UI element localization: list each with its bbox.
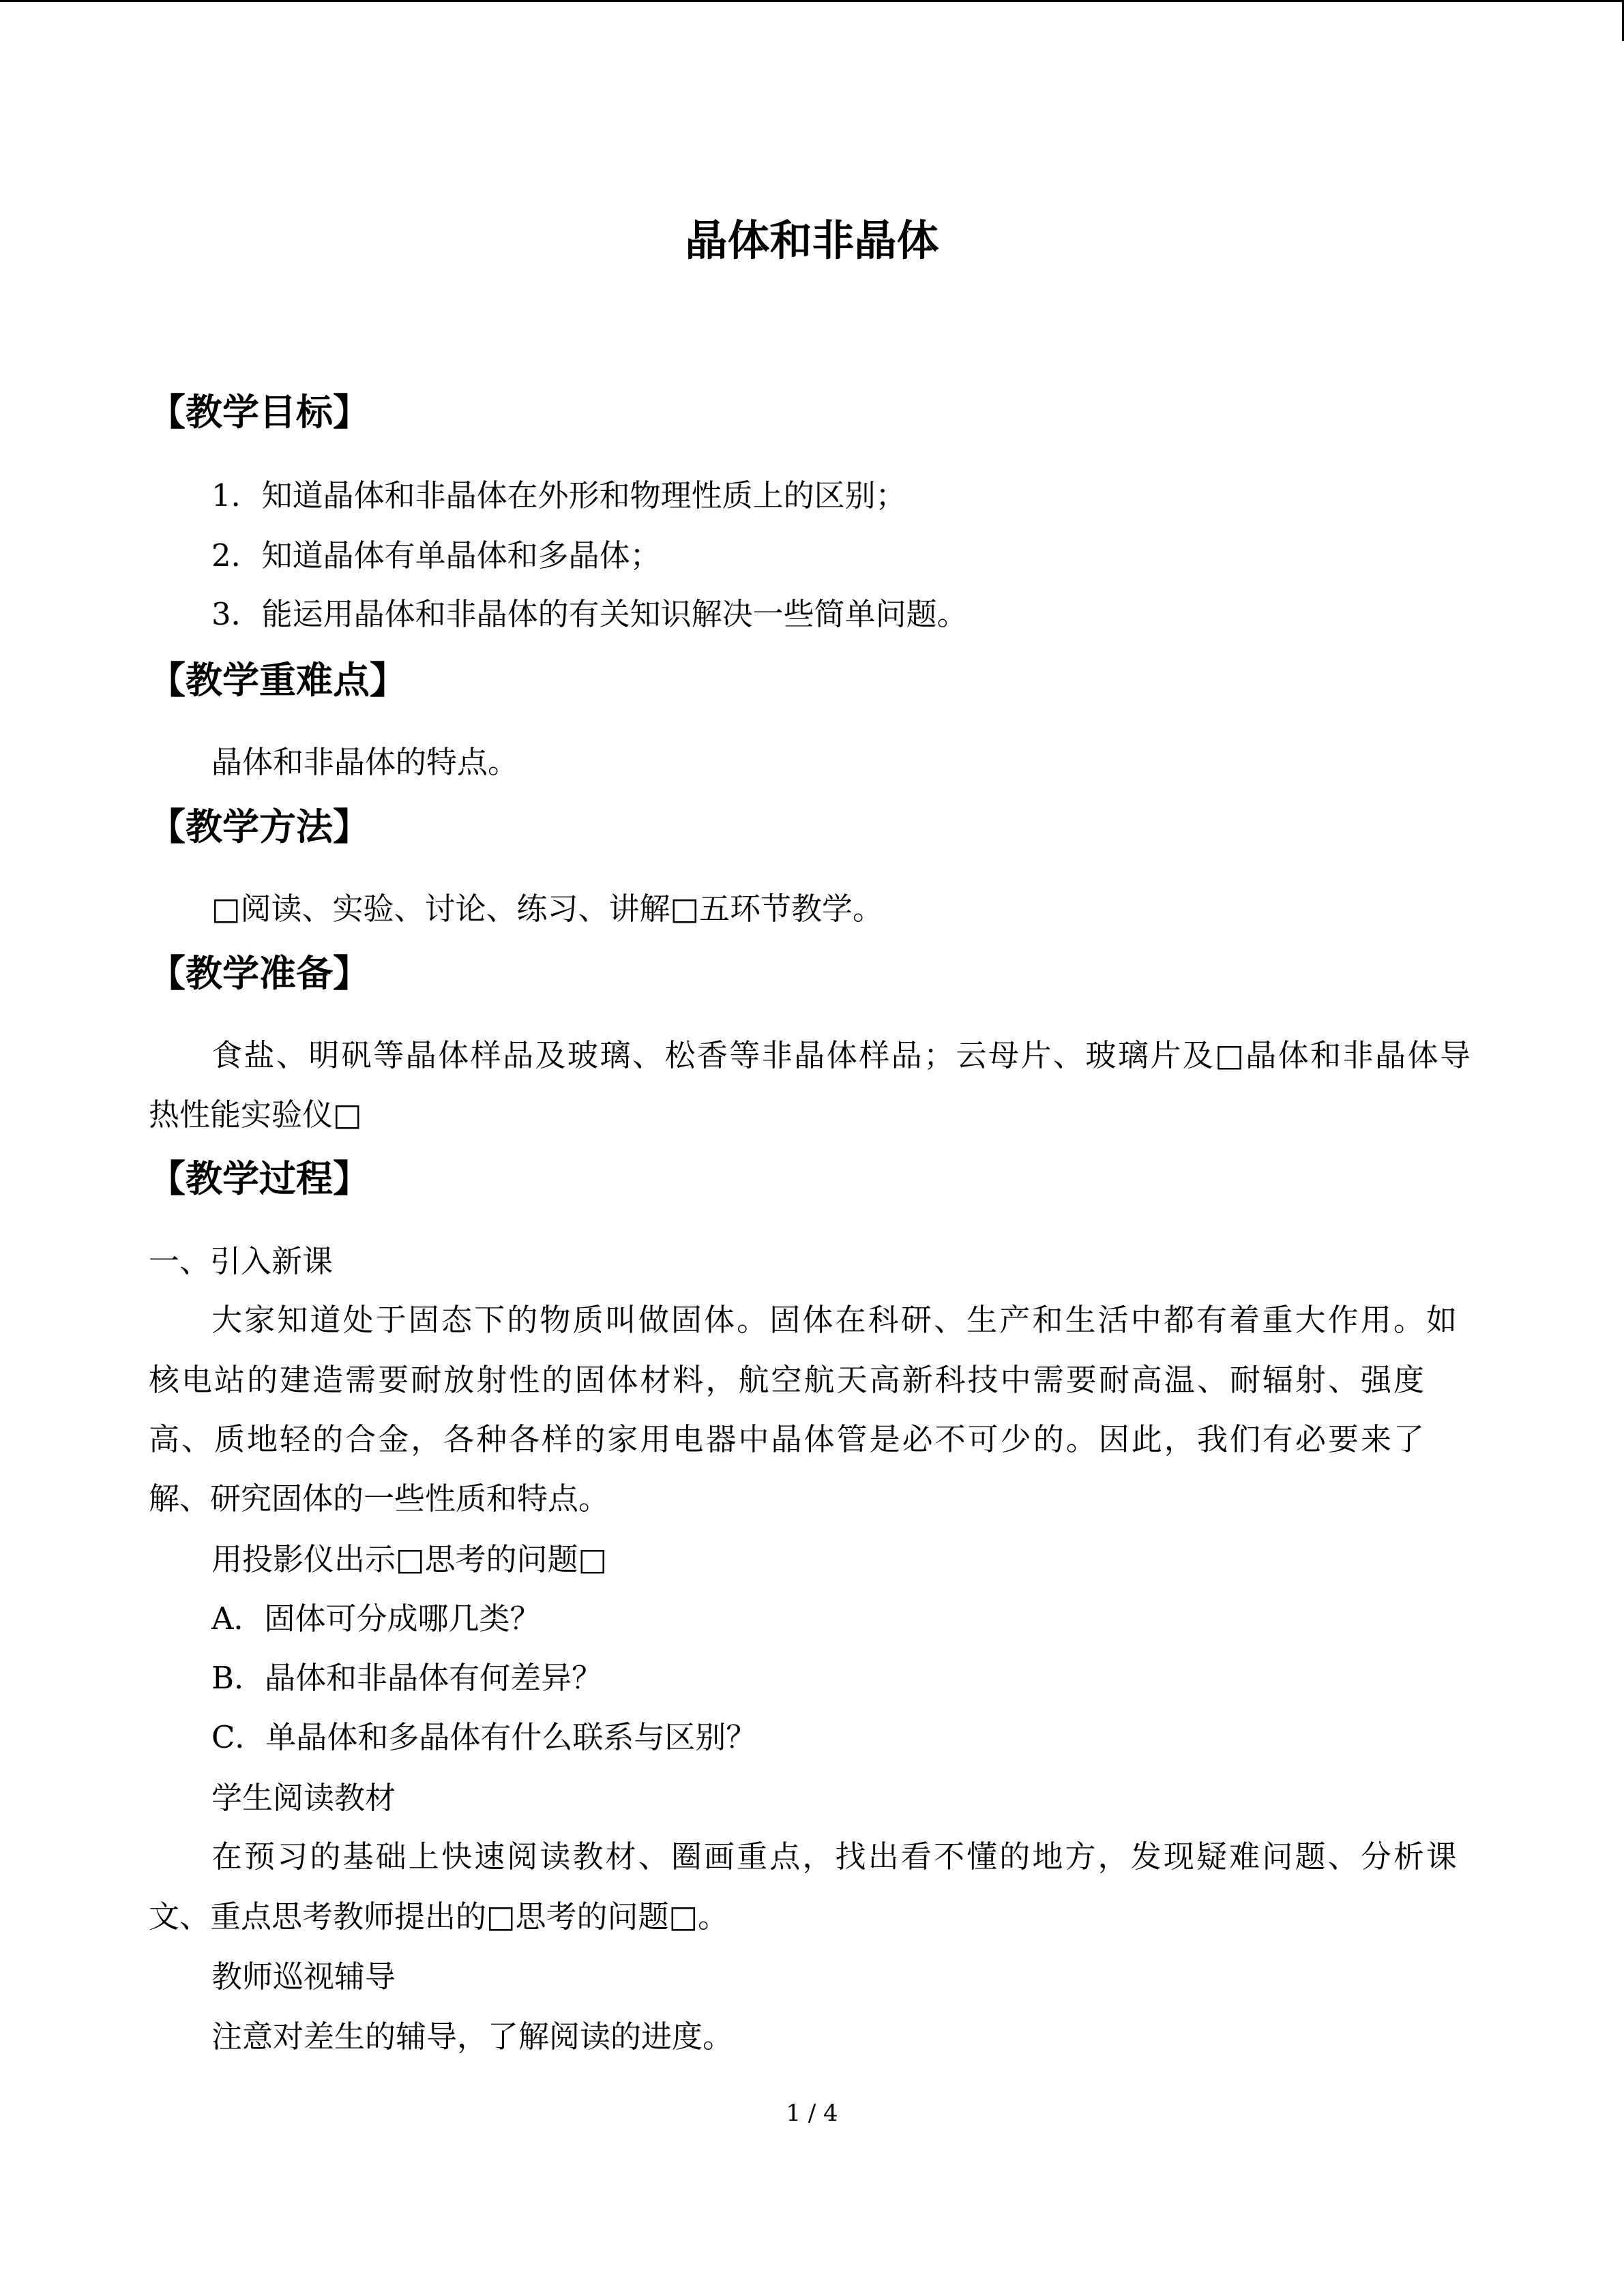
objective-item-1: 1．知道晶体和非晶体在外形和物理性质上的区别； <box>211 477 906 513</box>
question-a: A．固体可分成哪几类？ <box>211 1600 541 1637</box>
methods-heading: 【教学方法】 <box>149 805 370 848</box>
intro-line-3: 高、质地轻的合金，各种各样的家用电器中晶体管是必不可少的。因此，我们有必要来了 <box>149 1421 1424 1457</box>
objectives-heading: 【教学目标】 <box>149 391 370 434</box>
question-b: B．晶体和非晶体有何差异？ <box>211 1660 603 1696</box>
teacher-label: 教师巡视辅导 <box>211 1958 396 1995</box>
teacher-text: 注意对差生的辅导，了解阅读的进度。 <box>211 2018 734 2055</box>
process-subheading: 一、引入新课 <box>149 1243 334 1279</box>
preparation-line-1: 食盐、明矾等晶体样品及玻璃、松香等非晶体样品；云母片、玻璃片及□晶体和非晶体导 <box>211 1037 1471 1073</box>
document-title: 晶体和非晶体 <box>685 215 939 265</box>
intro-line-4: 解、研究固体的一些性质和特点。 <box>149 1480 610 1517</box>
page-number: 1 / 4 <box>786 2100 838 2127</box>
objective-item-2: 2．知道晶体有单晶体和多晶体； <box>211 537 661 573</box>
key-points-text: 晶体和非晶体的特点。 <box>211 744 519 780</box>
process-heading: 【教学过程】 <box>149 1157 370 1200</box>
intro-line-1: 大家知道处于固态下的物质叫做固体。固体在科研、生产和生活中都有着重大作用。如 <box>211 1302 1457 1338</box>
methods-text: □阅读、实验、讨论、练习、讲解□五环节教学。 <box>211 891 884 927</box>
projector-line: 用投影仪出示□思考的问题□ <box>211 1541 608 1577</box>
top-border-line <box>0 0 1624 2</box>
preparation-heading: 【教学准备】 <box>149 952 370 995</box>
reading-line-1: 在预习的基础上快速阅读教材、圈画重点，找出看不懂的地方，发现疑难问题、分析课 <box>211 1838 1457 1875</box>
key-points-heading: 【教学重难点】 <box>149 659 407 702</box>
preparation-line-2: 热性能实验仪□ <box>149 1097 362 1133</box>
reading-line-2: 文、重点思考教师提出的□思考的问题□。 <box>149 1898 729 1935</box>
question-c: C．单晶体和多晶体有什么联系与区别？ <box>211 1719 757 1755</box>
objective-item-3: 3．能运用晶体和非晶体的有关知识解决一些简单问题。 <box>211 596 968 632</box>
intro-line-2: 核电站的建造需要耐放射性的固体材料，航空航天高新科技中需要耐高温、耐辐射、强度 <box>149 1362 1424 1398</box>
student-reading-label: 学生阅读教材 <box>211 1780 396 1816</box>
